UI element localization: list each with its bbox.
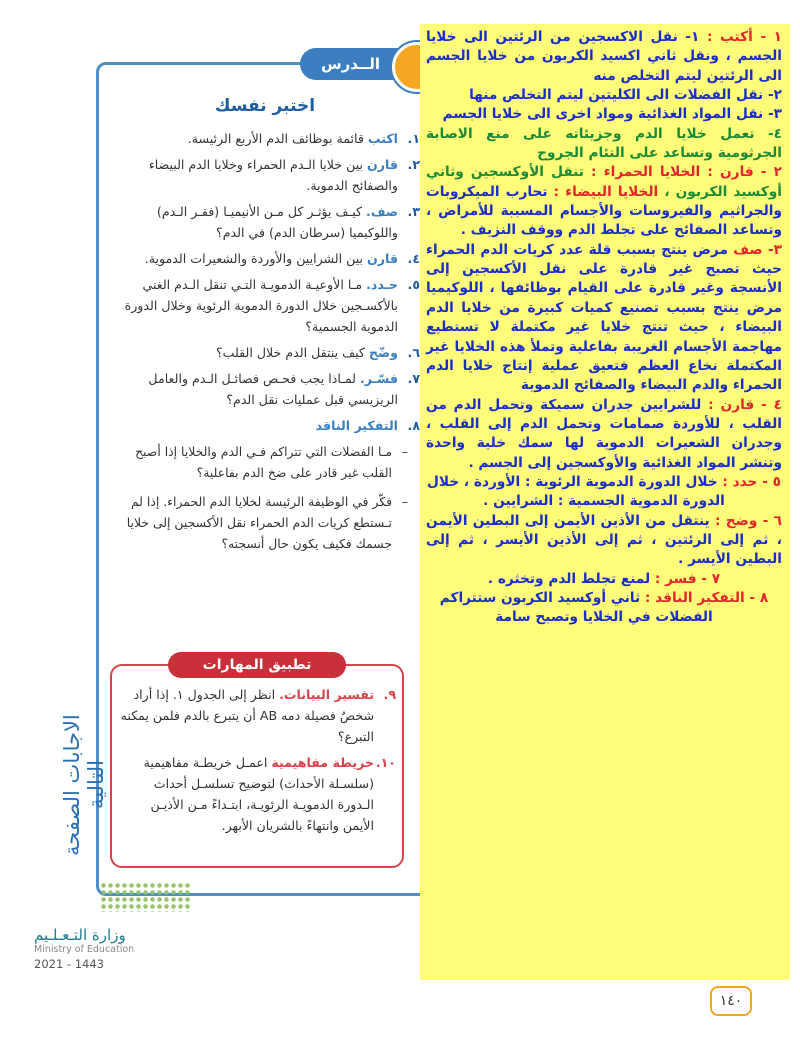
question-item (110, 415, 420, 436)
question-text: كيـف يؤثـر كل مـن الأنيميـا (فقـر الـدم) واللوكيميا (سرطان الدم) في الدم؟ (156, 204, 398, 240)
skill-number: ١٠. (375, 755, 396, 770)
question-keyword: قارن (367, 251, 398, 266)
question-text: لمـاذا يجب فحـص فصائـل الـدم والعامل الريزيسي قبل عمليات نقل الدم؟ (148, 371, 398, 407)
question-number: ٨. (407, 418, 420, 433)
skills-list (118, 684, 396, 841)
ministry-name-ar: وزارة التـعـلـيم (34, 926, 126, 944)
answer-2-red-text: تنقل الأوكسجين وثاني أوكسيد الكربون ، (426, 164, 782, 200)
lesson-tab-label: الــدرس (320, 55, 380, 73)
answer-5-text: خلال الدورة الدموية الرئوية : الأوردة ، خلال الدورة الدموية الجسمية : الشرايين . (427, 473, 725, 510)
question-keyword: حـدد. (366, 277, 398, 292)
skill-text: اعمـل خريطـة مفاهيمية (سلسـلة الأحداث) لتوضيح تسلسـل أحداث الـدورة الدمويـة الرئويـة، ابتـداءً مـن الأذيـن الأيمن وانتهاءً بالشريان الأبهر. (143, 755, 374, 833)
question-text: قائمة بوظائف الدم الأربع الرئيسة. (187, 131, 368, 146)
answer-1-point: ٣- نقل المواد الغذائية ومواد اخرى الى خلايا الجسم (442, 106, 782, 123)
answer-3-heading: ٣- صف (727, 241, 782, 258)
answer-2-white-text: تحارب الميكروبات والجراثيم والفيروسات والأجسام المسببة للأمراض ، وتساعد الصفائح على تجلط الدم ووقف النزيف . (426, 183, 782, 239)
question-keyword: اكتب (367, 131, 398, 146)
answer-7-text: لمنع تجلط الدم وتخثره . (487, 570, 651, 587)
decorative-dots-icon (100, 882, 190, 912)
critical-thinking-item: – فكّر في الوظيفة الرئيسة لخلايا الدم الحمراء. إذا لم تـستطع كريات الدم الحمراء نقل الأكسجين إلى خلايا جسمك فكيف يكون حال أنسجته؟ (110, 491, 408, 554)
answer-4-text: للشرايين جدران سميكة وتحمل الدم من القلب ، للأوردة صمامات وتحمل الدم إلى القلب ، وجدران الشعيرات الدموية لها سمك خلية واحدة وتنشر المواد الغذائية والأوكسجين إلى الجسم . (426, 396, 782, 471)
answer-5 (426, 473, 782, 512)
answer-2 (426, 163, 782, 240)
question-keyword: صف. (366, 204, 398, 219)
question-item (110, 368, 420, 410)
answer-1-text: ١- نقل الاكسجين من الرئتين الى خلايا الجسم ، ونقل ثاني اكسيد الكربون من خلايا الجسم الى الرئتين ليتم التخلص منه (426, 29, 782, 84)
answer-4-heading: ٤ - قارن : (701, 396, 782, 413)
question-number: ٤. (407, 251, 420, 266)
skill-item (118, 752, 396, 836)
question-text: كيف ينتقل الدم خلال القلب؟ (215, 345, 369, 360)
answer-1-point: ٢- نقل الفضلات الى الكليتين ليتم التخلص منها (469, 87, 782, 104)
skill-keyword: خريطة مفاهيمية (271, 755, 374, 770)
question-number: ٦. (407, 345, 420, 360)
ministry-name-en: Ministry of Education (34, 944, 135, 955)
answer-8 (426, 589, 782, 628)
skills-title: تطبيق المهارات (168, 652, 346, 678)
question-item (110, 201, 420, 243)
page-number: ١٤٠ (710, 986, 752, 1016)
question-text: بين خلايا الـدم الحمراء وخلايا الدم البيضاء والصفائح الدموية. (148, 157, 398, 193)
skill-keyword: تفسير البيانات. (279, 687, 374, 702)
answer-1 (426, 28, 782, 86)
question-number: ٢. (407, 157, 420, 172)
answer-7 (426, 570, 782, 589)
skill-text: انظر إلى الجدول ١. إذا أراد شخصٌ فصيلة دمه AB أن يتبرع بالدم فلمن يمكنه التبرع؟ (120, 687, 374, 744)
question-text: مـا الأوعيـة الدمويـة التـي تنقل الـدم الغني بالأكسـجين خلال الدورة الدموية الرئوية وخلال الدورة الدموية الجسمية؟ (124, 277, 398, 334)
answer-6 (426, 512, 782, 570)
ministry-logo (34, 926, 144, 971)
answer-1-point: ٤- تعمل خلايا الدم وجزيئاته على منع الاصابة الجرثومية وتساعد على التئام الجروح (426, 125, 782, 162)
question-item (110, 248, 420, 269)
question-keyword: وضّح (368, 345, 398, 360)
question-item (110, 274, 420, 337)
question-item (110, 342, 420, 363)
answer-6-text: ينتقل من الأذين الأيمن إلى البطين الأيمن ، ثم إلى الرئتين ، ثم إلى الأذين الأيسر ، ثم إلى البطين الأيسر . (426, 512, 782, 568)
edition-year: 2021 - 1443 (34, 957, 104, 971)
question-item (110, 154, 420, 196)
question-keyword: فسّـر. (360, 371, 398, 386)
question-item (110, 128, 420, 149)
answer-5-heading: ٥ - حدد : (717, 473, 781, 490)
answer-4 (426, 396, 782, 473)
question-number: ١. (407, 131, 420, 146)
answer-7-heading: ٧ - فسر : (650, 570, 721, 587)
answer-3-text: مرض ينتج بسبب قلة عدد كريات الدم الحمراء حيث تصبح غير قادرة على نقل الأكسجين إلى الأنسجة وغير قادرة على القيام بوظائفها ، اللوكيميا مرض ينتج بسبب تصنيع كميات كبيرة من خلايا الدم البيضاء ، حيث تنتج خلايا غير مكتملة لا تستطيع مهاجمة الأجسام الغريبة بفاعلية وتملأ هذه الخلايا غير المكتملة نخاع العظم فتعيق عملية إنتاج خلايا الدم الحمراء والدم البيضاء والصفائح الدموية (426, 241, 782, 394)
answer-8-heading: ٨ - التفكير الناقد : (640, 589, 769, 606)
question-list (110, 128, 420, 562)
test-title: اختبر نفسك (214, 96, 316, 116)
skill-item (118, 684, 396, 747)
answer-2-heading: ٢ - قارن : (700, 164, 782, 181)
answer-3 (426, 241, 782, 396)
question-number: ٣. (407, 204, 420, 219)
answer-1-heading: ١ - أكتب : (699, 29, 782, 45)
answer-2-white-label: الخلايا البيضاء : (547, 183, 659, 200)
skill-number: ٩. (383, 687, 396, 702)
question-keyword: التفكير الناقد (315, 418, 398, 433)
critical-thinking-item: – مـا الفضلات التي تتراكم فـي الدم والخلايا إذا أصبح القلب غير قادر على ضخ الدم بفاعلية؟ (110, 441, 408, 483)
question-text: بين الشرايين والأوردة والشعيرات الدموية. (144, 251, 368, 266)
answers-panel (420, 24, 790, 980)
side-note: الاجابات الصفحة التالية (60, 714, 108, 856)
question-number: ٧. (407, 371, 420, 386)
question-keyword: قارن (367, 157, 398, 172)
answer-8-text: ثاني أوكسيد الكربون ستتراكم الفضلات في الخلايا وتصبح سامة (439, 589, 713, 626)
question-number: ٥. (407, 277, 420, 292)
answer-6-heading: ٦ - وضح : (709, 512, 782, 529)
answer-2-red-label: الخلايا الحمراء : (583, 164, 701, 181)
